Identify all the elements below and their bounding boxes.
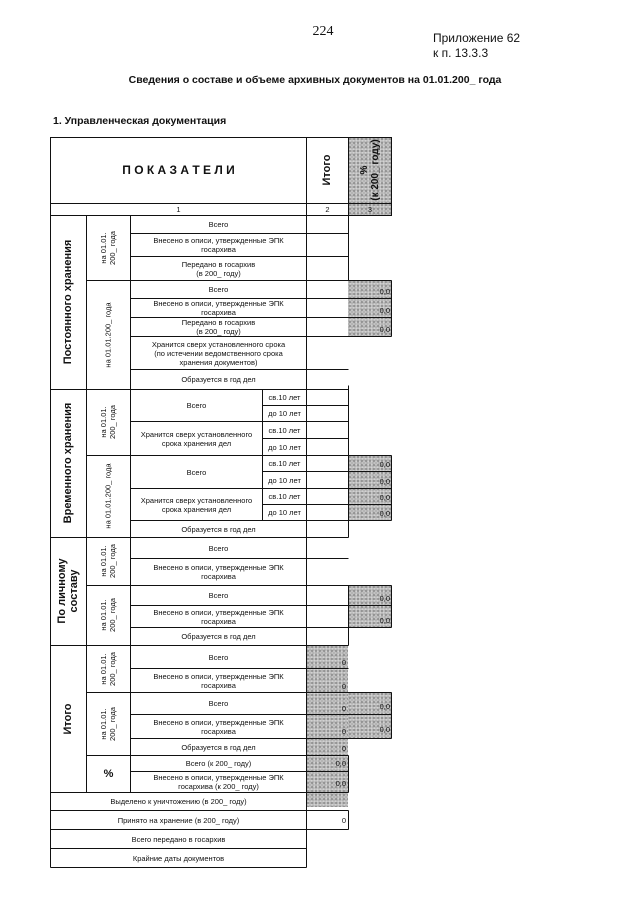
row-label-under-10: до 10 лет <box>268 508 301 517</box>
row-label-kept-beyond <box>131 422 262 455</box>
date-label-line1: на 01.01. <box>99 406 108 438</box>
value-cell: 0,0 <box>335 779 346 788</box>
row-label-included <box>131 299 306 317</box>
row-label-included <box>131 669 306 692</box>
group-permanent-storage: Постоянного хранения <box>62 239 74 365</box>
row-label-text: госархива <box>201 616 236 626</box>
date-label-line1: на 01.01. <box>99 653 108 685</box>
row-label-text: Внесено в описи, утвержденные ЭПК <box>153 671 284 681</box>
date-label: на 01.01.200_ года <box>103 302 113 368</box>
value-cell: 0 <box>341 727 346 736</box>
row-label-text: Хранится сверх установленного срока <box>151 339 286 349</box>
row-label-included <box>131 234 306 256</box>
value-cell: 0,0 <box>379 477 390 486</box>
row-label-transferred <box>131 318 306 336</box>
value-cell: 0,0 <box>379 509 390 518</box>
row-label-under-10: до 10 лет <box>268 409 301 418</box>
value-cell: 0,0 <box>379 725 390 734</box>
row-label-total: Всего <box>186 467 207 477</box>
row-label-under-10: до 10 лет <box>268 475 301 485</box>
row-label-text: госархива <box>201 680 236 690</box>
row-label-included <box>131 715 306 738</box>
date-label-line2: 200_ года <box>108 598 117 632</box>
row-label-destroyed: Выделено к уничтожению (в 200_ году) <box>110 797 247 806</box>
value-cell: 0,0 <box>379 594 390 603</box>
group-personnel-line1: По личному составу <box>56 558 80 624</box>
row-label-formed-per-year: Образуется в год дел <box>181 632 256 641</box>
row-label-text: хранения документов) <box>179 357 258 367</box>
value-cell: 0 <box>341 682 346 691</box>
document-title: Сведения о составе и объеме архивных документов на 01.01.200_ года <box>128 74 502 86</box>
appendix-reference: к п. 13.3.3 <box>433 46 489 60</box>
row-label-text: Внесено в описи, утвержденные ЭПК <box>153 236 284 245</box>
row-label-text: срока хранения дел <box>161 504 232 514</box>
value-cell: 0 <box>341 816 346 825</box>
value-cell: 0,0 <box>379 493 390 502</box>
date-label <box>99 231 117 265</box>
row-label-over-10: св.10 лет <box>268 425 301 435</box>
row-label-text: Внесено в описи, утвержденные ЭПК <box>153 717 284 727</box>
group-total: Итого <box>62 703 74 735</box>
row-label-text: Передано в госархив <box>181 259 256 269</box>
row-label-formed-per-year: Образуется в год дел <box>181 524 256 534</box>
row-label-text: Внесено в описи, утвержденные ЭПК <box>153 607 284 617</box>
date-label-line1: на 01.01. <box>99 545 108 577</box>
date-label <box>99 652 117 686</box>
appendix-label: Приложение 62 <box>433 31 521 45</box>
row-label-total: Всего <box>208 543 229 553</box>
header-indicators: П О К А З А Т Е Л И <box>122 163 235 177</box>
row-label-transferred <box>131 257 306 280</box>
row-label-accepted: Принято на хранение (в 200_ году) <box>117 815 240 825</box>
row-label-total: Всего <box>208 591 229 600</box>
date-label-line1: на 01.01. <box>99 599 108 631</box>
value-cell: 0,0 <box>379 460 390 469</box>
header-percent-sign: % <box>359 165 370 175</box>
date-label <box>99 707 117 741</box>
row-label-text: Внесено в описи, утвержденные ЭПК <box>153 773 284 782</box>
row-label-text: госархива <box>201 726 236 736</box>
header-percent-period: (к 200_ году) <box>370 139 381 201</box>
date-label-line2: 200_ года <box>108 231 117 265</box>
row-label-text: (по истечении ведомственного срока <box>154 348 283 358</box>
date-label <box>99 544 117 578</box>
group-temporary-storage: Временного хранения <box>62 402 74 524</box>
date-label-line2: 200_ года <box>108 707 117 741</box>
row-label-formed-per-year: Образуется в год дел <box>181 742 256 752</box>
page-number: 224 <box>312 24 334 39</box>
date-label-line2: 200_ года <box>108 544 117 578</box>
column-number-3: 3 <box>367 205 373 214</box>
row-label-text: Хранится сверх установленного <box>140 429 253 439</box>
group-personnel <box>56 546 80 636</box>
row-label-total: Всего <box>208 285 229 294</box>
row-label-text: Внесено в описи, утвержденные ЭПК <box>153 299 284 308</box>
header-total: Итого <box>321 154 333 186</box>
row-label-kept-beyond <box>131 337 306 369</box>
row-label-text: Внесено в описи, утвержденные ЭПК <box>153 563 284 572</box>
date-label-line2: 200_ года <box>108 405 117 439</box>
row-label-text: госархива <box>201 308 236 317</box>
row-label-included <box>131 559 306 585</box>
value-cell: 0,0 <box>379 702 390 711</box>
row-label-total: Всего <box>208 220 229 229</box>
row-label-total: Всего <box>186 401 207 410</box>
percent-sign-label: % <box>103 767 114 780</box>
date-label: на 01.01.200_ года <box>103 463 113 529</box>
row-label-date-range: Крайние даты документов <box>132 853 225 863</box>
row-label-text: госархива (к 200_ году) <box>178 782 259 791</box>
row-label-included <box>131 606 306 627</box>
row-label-formed-per-year: Образуется в год дел <box>181 375 256 384</box>
row-label-under-10: до 10 лет <box>268 442 301 452</box>
value-cell: 0,0 <box>379 306 390 315</box>
row-label-text: (в 200_ году) <box>196 268 241 278</box>
header-percent <box>359 139 381 201</box>
value-cell: 0 <box>341 658 346 667</box>
value-cell: 0,0 <box>335 759 346 768</box>
date-label-line2: 200_ года <box>108 652 117 686</box>
value-cell: 0 <box>341 704 346 713</box>
value-cell: 0,0 <box>379 616 390 625</box>
row-label-total: Всего <box>208 652 229 662</box>
column-number-2: 2 <box>325 205 330 214</box>
column-number-1: 1 <box>176 205 181 214</box>
row-label-over-10: св.10 лет <box>268 393 301 402</box>
row-label-included-percent <box>131 772 306 792</box>
row-label-kept-beyond <box>131 489 262 520</box>
row-label-total-percent: Всего (к 200_ году) <box>185 759 252 768</box>
value-cell: 0 <box>341 744 346 753</box>
row-label-text: госархива <box>201 572 236 581</box>
row-label-total: Всего <box>208 699 229 708</box>
row-label-text: Передано в госархив <box>181 318 256 327</box>
value-cell: 0,0 <box>379 325 390 334</box>
date-label-line1: на 01.01. <box>99 708 108 740</box>
row-label-text: (в 200_ году) <box>196 327 241 336</box>
row-label-text: Хранится сверх установленного <box>140 495 253 505</box>
value-cell: 0,0 <box>379 287 390 296</box>
row-label-over-10: св.10 лет <box>268 492 301 501</box>
row-label-text: госархива <box>201 245 236 254</box>
section-heading: 1. Управленческая документация <box>53 115 227 127</box>
row-label-text: срока хранения дел <box>161 438 232 448</box>
date-label <box>99 598 117 632</box>
date-label-line1: на 01.01. <box>99 232 108 264</box>
row-label-transferred-total: Всего передано в госархив <box>131 834 226 844</box>
row-label-over-10: св.10 лет <box>268 459 301 468</box>
date-label <box>99 405 117 439</box>
